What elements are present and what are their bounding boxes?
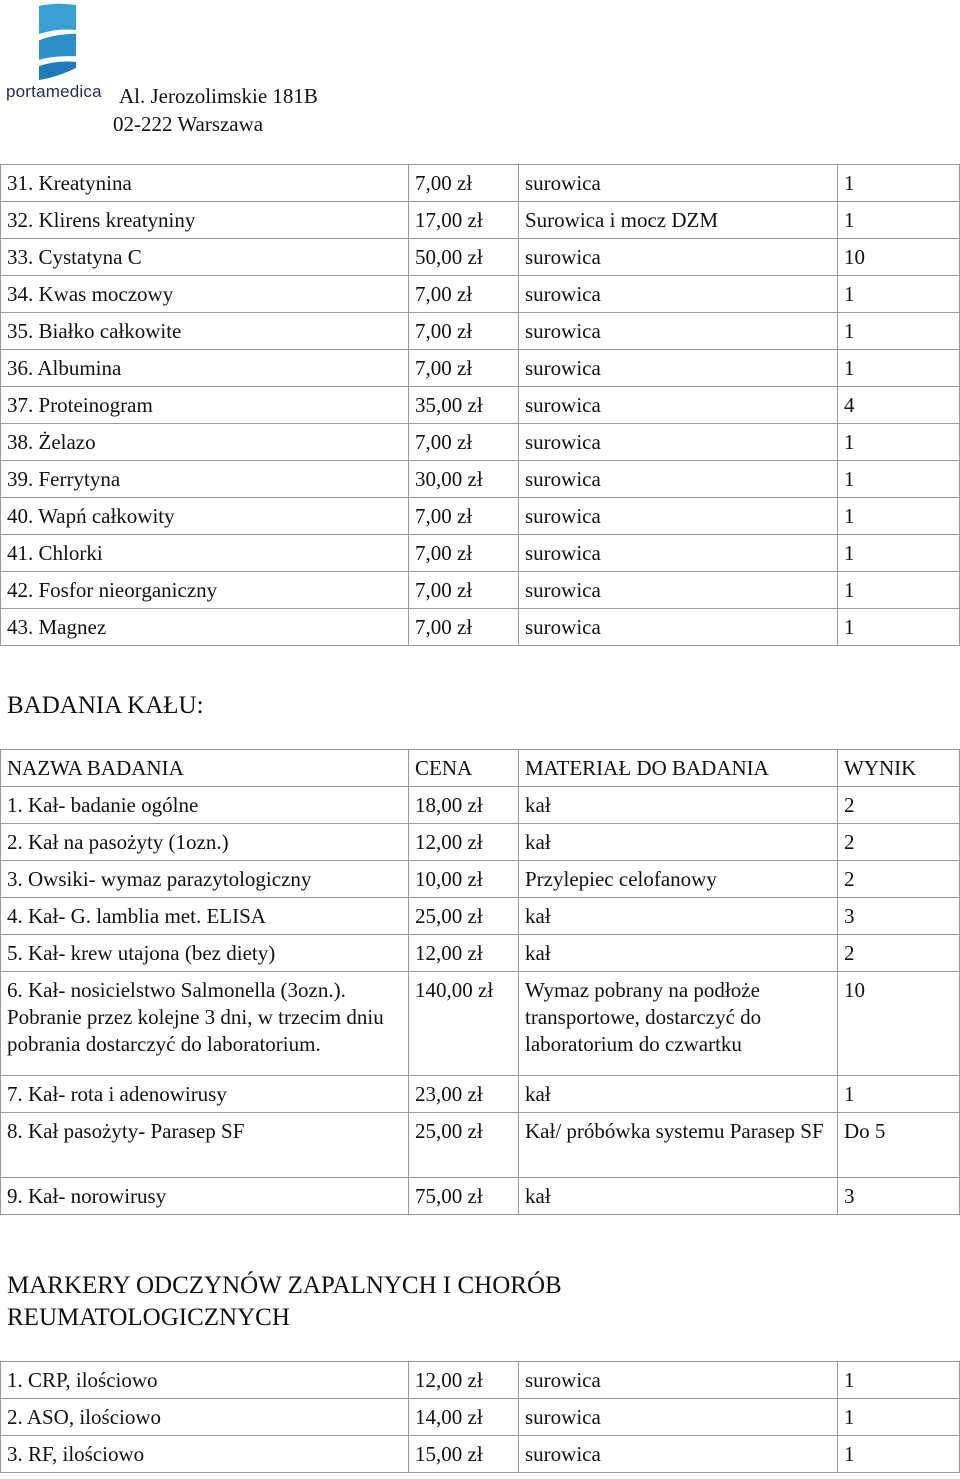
test-material: surowica [519, 313, 838, 350]
test-material: surowica [519, 498, 838, 535]
table-row [1, 461, 960, 498]
test-name: 39. Ferrytyna [1, 461, 409, 498]
test-name: 9. Kał- norowirusy [1, 1178, 409, 1215]
test-material: surowica [519, 461, 838, 498]
test-name: 5. Kał- krew utajona (bez diety) [1, 935, 409, 972]
test-result: 1 [838, 461, 960, 498]
test-material: kał [519, 1178, 838, 1215]
table-row [1, 824, 960, 861]
test-result: 3 [838, 898, 960, 935]
test-price: 7,00 zł [409, 350, 519, 387]
test-price: 35,00 zł [409, 387, 519, 424]
test-price: 14,00 zł [409, 1399, 519, 1436]
test-price: 30,00 zł [409, 461, 519, 498]
table-row [1, 1076, 960, 1113]
test-result: 1 [838, 276, 960, 313]
test-price: 7,00 zł [409, 424, 519, 461]
test-result: 3 [838, 1178, 960, 1215]
test-result: 1 [838, 165, 960, 202]
table-row [1, 498, 960, 535]
test-price: 18,00 zł [409, 787, 519, 824]
header-name: NAZWA BADANIA [1, 750, 409, 787]
test-name: 8. Kał pasożyty- Parasep SF [1, 1113, 409, 1178]
test-price: 12,00 zł [409, 824, 519, 861]
test-result: 2 [838, 787, 960, 824]
test-name: 2. ASO, ilościowo [1, 1399, 409, 1436]
stool-tests-table [0, 749, 960, 1215]
test-material: surowica [519, 1362, 838, 1399]
blood-tests-table [0, 164, 960, 646]
test-name: 31. Kreatynina [1, 165, 409, 202]
test-material: Surowica i mocz DZM [519, 202, 838, 239]
table-row [1, 276, 960, 313]
test-material: kał [519, 935, 838, 972]
test-material: surowica [519, 239, 838, 276]
table-row [1, 313, 960, 350]
test-price: 7,00 zł [409, 276, 519, 313]
test-price: 12,00 zł [409, 1362, 519, 1399]
table-row [1, 972, 960, 1076]
test-material: surowica [519, 276, 838, 313]
test-result: 1 [838, 498, 960, 535]
table-row [1, 535, 960, 572]
test-material: surowica [519, 535, 838, 572]
test-price: 50,00 zł [409, 239, 519, 276]
table-row [1, 1399, 960, 1436]
table-row [1, 350, 960, 387]
test-name: 1. Kał- badanie ogólne [1, 787, 409, 824]
test-result: 2 [838, 935, 960, 972]
table-row [1, 898, 960, 935]
test-name: 37. Proteinogram [1, 387, 409, 424]
header-price: CENA [409, 750, 519, 787]
test-material: surowica [519, 350, 838, 387]
test-name: 6. Kał- nosicielstwo Salmonella (3ozn.). Pobranie przez kolejne 3 dni, w trzecim dniu pobrania dostarczyć do laboratorium. [1, 972, 409, 1076]
test-result: 1 [838, 1362, 960, 1399]
page-header [0, 0, 960, 160]
test-material: kał [519, 824, 838, 861]
test-result: 10 [838, 239, 960, 276]
test-material: surowica [519, 424, 838, 461]
table-row [1, 165, 960, 202]
test-name: 43. Magnez [1, 609, 409, 646]
test-price: 17,00 zł [409, 202, 519, 239]
test-result: 1 [838, 1436, 960, 1473]
test-name: 7. Kał- rota i adenowirusy [1, 1076, 409, 1113]
test-name: 41. Chlorki [1, 535, 409, 572]
section-title-stool: BADANIA KAŁU: [7, 692, 204, 719]
header-material: MATERIAŁ DO BADANIA [519, 750, 838, 787]
test-material: Przylepiec celofanowy [519, 861, 838, 898]
table-row [1, 424, 960, 461]
test-result: 2 [838, 824, 960, 861]
test-material: surowica [519, 609, 838, 646]
table-row [1, 239, 960, 276]
table-row [1, 1362, 960, 1399]
address-street: Al. Jerozolimskie 181B [119, 84, 318, 108]
test-material: surowica [519, 1399, 838, 1436]
test-name: 4. Kał- G. lamblia met. ELISA [1, 898, 409, 935]
test-result: 1 [838, 609, 960, 646]
test-result: 1 [838, 1399, 960, 1436]
test-result: 1 [838, 350, 960, 387]
test-result: 1 [838, 313, 960, 350]
test-material: surowica [519, 387, 838, 424]
test-price: 7,00 zł [409, 313, 519, 350]
test-price: 7,00 zł [409, 535, 519, 572]
test-name: 2. Kał na pasożyty (1ozn.) [1, 824, 409, 861]
test-price: 7,00 zł [409, 498, 519, 535]
section-title-markers-line2: REUMATOLOGICZNYCH [7, 1304, 290, 1331]
test-result: 1 [838, 572, 960, 609]
markers-table [0, 1361, 960, 1473]
test-name: 3. Owsiki- wymaz parazytologiczny [1, 861, 409, 898]
test-result: 1 [838, 424, 960, 461]
address-city: 02-222 Warszawa [113, 112, 264, 136]
test-price: 25,00 zł [409, 1113, 519, 1178]
test-name: 42. Fosfor nieorganiczny [1, 572, 409, 609]
test-name: 35. Białko całkowite [1, 313, 409, 350]
test-name: 33. Cystatyna C [1, 239, 409, 276]
test-material: surowica [519, 165, 838, 202]
test-price: 23,00 zł [409, 1076, 519, 1113]
test-result: 1 [838, 1076, 960, 1113]
test-price: 7,00 zł [409, 609, 519, 646]
section-title-markers-line1: MARKERY ODCZYNÓW ZAPALNYCH I CHORÓB [7, 1272, 562, 1299]
test-name: 40. Wapń całkowity [1, 498, 409, 535]
logo-mark-icon [6, 2, 106, 82]
test-material: kał [519, 898, 838, 935]
table-row [1, 572, 960, 609]
test-material: kał [519, 787, 838, 824]
table-row [1, 1436, 960, 1473]
test-material: surowica [519, 1436, 838, 1473]
table-row [1, 609, 960, 646]
test-material: kał [519, 1076, 838, 1113]
table-header-row [1, 750, 960, 787]
test-price: 25,00 zł [409, 898, 519, 935]
test-name: 32. Klirens kreatyniny [1, 202, 409, 239]
table-row [1, 1178, 960, 1215]
test-result: 1 [838, 535, 960, 572]
table-row [1, 387, 960, 424]
test-name: 3. RF, ilościowo [1, 1436, 409, 1473]
test-material: Wymaz pobrany na podłoże transportowe, dostarczyć do laboratorium do czwartku [519, 972, 838, 1076]
table-row [1, 1113, 960, 1178]
test-name: 36. Albumina [1, 350, 409, 387]
test-price: 15,00 zł [409, 1436, 519, 1473]
test-price: 140,00 zł [409, 972, 519, 1076]
table-row [1, 787, 960, 824]
test-result: 10 [838, 972, 960, 1076]
test-price: 10,00 zł [409, 861, 519, 898]
test-result: 1 [838, 202, 960, 239]
test-result: Do 5 [838, 1113, 960, 1178]
test-name: 1. CRP, ilościowo [1, 1362, 409, 1399]
table-row [1, 935, 960, 972]
test-name: 38. Żelazo [1, 424, 409, 461]
test-material: Kał/ próbówka systemu Parasep SF [519, 1113, 838, 1178]
logo-text: portamedica [6, 82, 102, 101]
test-material: surowica [519, 572, 838, 609]
test-price: 12,00 zł [409, 935, 519, 972]
test-result: 2 [838, 861, 960, 898]
test-price: 75,00 zł [409, 1178, 519, 1215]
header-result: WYNIK [838, 750, 960, 787]
table-row [1, 861, 960, 898]
test-result: 4 [838, 387, 960, 424]
test-price: 7,00 zł [409, 165, 519, 202]
test-price: 7,00 zł [409, 572, 519, 609]
test-name: 34. Kwas moczowy [1, 276, 409, 313]
table-row [1, 202, 960, 239]
